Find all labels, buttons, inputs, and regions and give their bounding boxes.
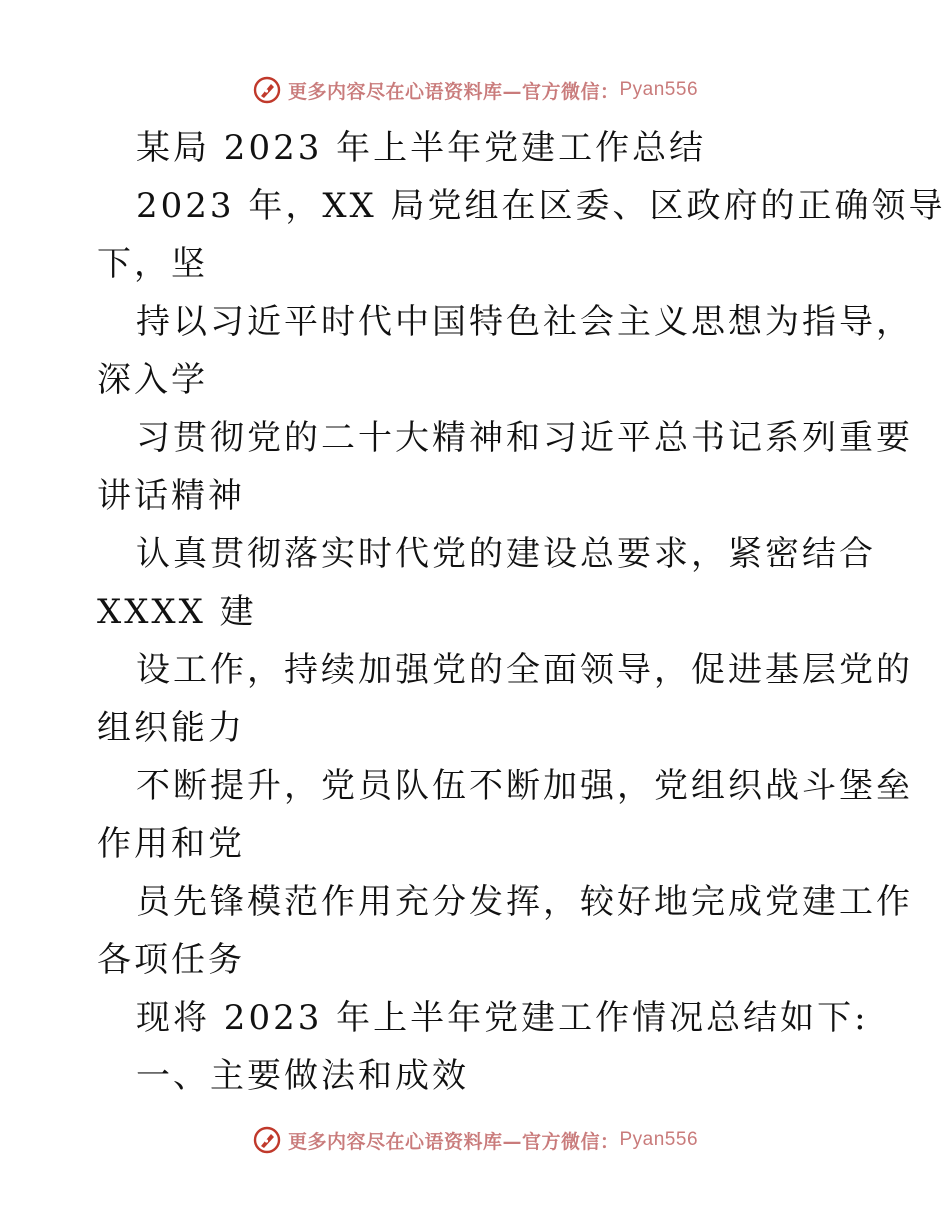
paragraph-line: 认真贯彻落实时代党的建设总要求，紧密结合: [136, 534, 876, 574]
paragraph-line: 持以习近平时代中国特色社会主义思想为指导，: [136, 302, 913, 342]
paragraph-line: 深入学: [97, 360, 208, 400]
watermark-text: 更多内容尽在心语资料库—官方微信：: [287, 80, 620, 103]
paragraph-line: XXXX 建: [97, 592, 257, 632]
pen-nib-circle-icon: [252, 1125, 282, 1155]
paragraph-line: 现将 2023 年上半年党建工作情况总结如下:: [136, 998, 869, 1038]
paragraph-line: 下，坚: [97, 244, 208, 284]
paragraph-line: 习贯彻党的二十大精神和习近平总书记系列重要: [136, 418, 913, 458]
watermark-footer: [0, 1120, 950, 1160]
paragraph-line: 2023 年，XX 局党组在区委、区政府的正确领导: [136, 186, 946, 226]
paragraph-line: 讲话精神: [97, 476, 245, 516]
watermark-text: 更多内容尽在心语资料库—官方微信：: [287, 1130, 620, 1153]
paragraph-line: 各项任务: [97, 940, 245, 980]
paragraph-line: 组织能力: [97, 708, 245, 748]
paragraph-line: 设工作，持续加强党的全面领导，促进基层党的: [136, 650, 913, 690]
watermark-wechat-id: Pyan556: [619, 79, 699, 100]
paragraph-line: 作用和党: [97, 824, 245, 864]
paragraph-line: 员先锋模范作用充分发挥，较好地完成党建工作: [136, 882, 913, 922]
document-title: 某局 2023 年上半年党建工作总结: [136, 128, 707, 168]
watermark-header: [0, 70, 950, 110]
paragraph-line: 不断提升，党员队伍不断加强，党组织战斗堡垒: [136, 766, 913, 806]
pen-nib-circle-icon: [252, 75, 282, 105]
watermark-wechat-id: Pyan556: [619, 1129, 699, 1150]
section-heading: 一、主要做法和成效: [136, 1056, 469, 1096]
